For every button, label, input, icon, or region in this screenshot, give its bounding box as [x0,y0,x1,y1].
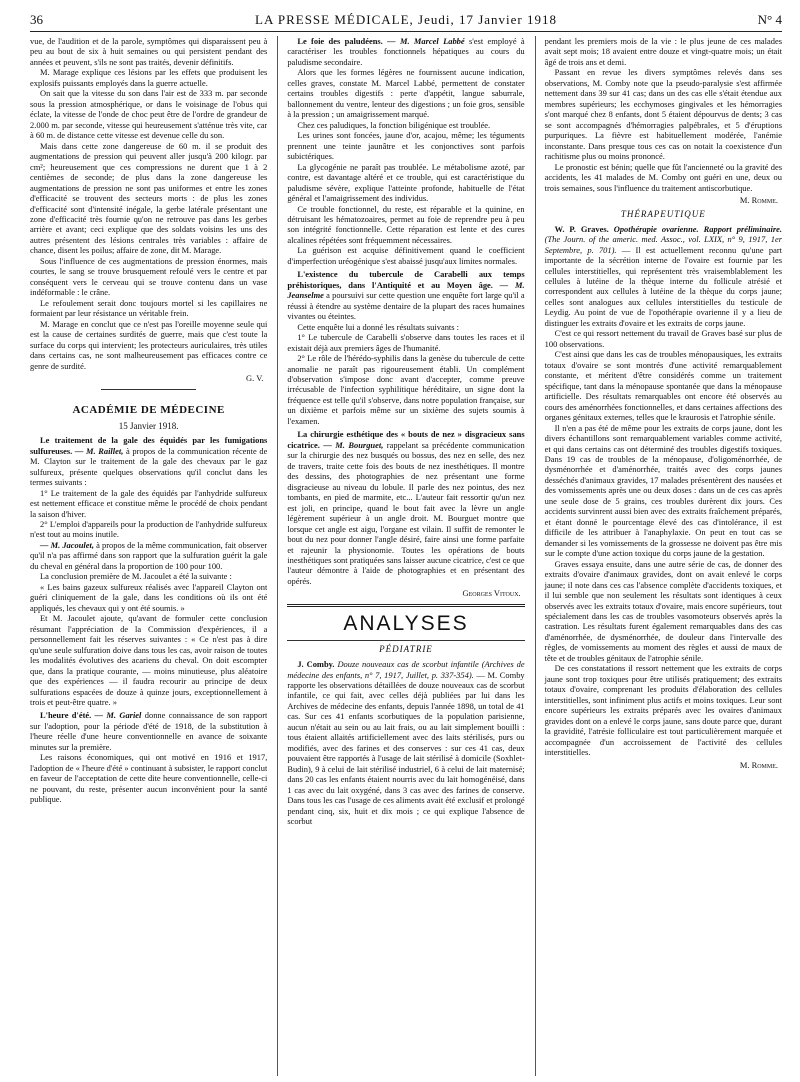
paragraph: La guérison est acquise définitivement quand le coefficient d'imperfection uréogénique s'est abaissé jusqu'aux limites normales. [287,245,525,266]
article [287,36,524,67]
paragraph: Le refoulement serait donc toujours mortel si les capillaires ne formaient par leur résistance un véritable frein. [30,297,268,319]
analysis-entry [287,659,524,827]
paragraph: Graves essaya ensuite, dans une autre série de cas, de donner des extraits d'ovaire d'animaux gravides, dont on avait enlevé le corps jaune; il note dans ces cas l'absence complète d'accidents toxiques, et il lui semble que non seulement les résultats sont identiques à ceux observés avec les extraits totaux d'ovaire, mais encore supérieurs, tout spécialement dans les cas de troubles vasomoteurs observés après la castration. Les résultats furent également remarquables dans des cas d'aménorrhée, de dysménorrhée, de douleur dans l'intervalle des règles, de vomissements au moment des règles et aussi de maux de tête et de troubles génitaux de l'atrophie sénile. [544,558,782,663]
running-head [30,12,782,32]
paragraph: Alors que les formes légères ne fournissent aucune indication, celles graves, constate M. Marcel Labbé, permettent de constater certains troubles digestifs : perte d'appétit, langue saburrale, ballonnement du ventre, lenteur des digestions ; un foie gros, sensible à la pression ; un amaigrissement marqué. [287,67,525,120]
analysis-text: — M. Comby rapporte les observations détaillées de douze nouveaux cas de scorbut infantile, ce qui fait, avec celles déjà publiées par lui dans les Archives de médecine des enfants, depuis l'année 1898, un total de 41 cas. Sur ces 41 enfants scorbutiques de la population parisienne, aucun n'était au sein ou au lait frais, ou au lait simplement bouilli : tous étaient allaités artificiellement avec des laits stérilisés, purs ou modifiés, avec des farines et des conserves : sur ces 41 cas, deux pouvaient être rapportés à l'usage de lait stérilisé à domicile (Soxhlet-Budin), 9 à celui de lait stérilisé industriel, 6 à celui de lait maternisé; dans 20 cas les enfants étaient nourris avec du lait homogénéisé, dans 1 cas avec du lait oxygéné, dans 3 cas avec des farines de conserve. Dans tous les cas l'usage de ces aliments avait été exclusif et prolongé pendant cinq, six, huit et dix mois ; ce qui explique l'absence de scorbut [287,669,525,827]
paragraph: Cette enquête lui a donné les résultats suivants : [297,321,460,332]
paragraph: Et M. Jacoulet ajoute, qu'avant de formuler cette conclusion résumant l'appréciation de la Commission d'expériences, il a personnellement fait les réserves suivantes : « Ce n'est pas à dire qu'une seule sulfuration doive dans tous les cas, avoir raison de toutes les modalités évolutives des acariens du cheval. On doit escompter que, dans la pratique courante, — moins minutieuse, plus aléatoire que des expériences — il faudra recourir au principe de deux sulfurations espacées de douze à quinze jours, exceptionnellement à trois et peut-être quatre. » [30,613,268,707]
article-title: Le traitement de la gale des équidés par les fumigations sulfureuses. [30,435,268,456]
subsection-title: PÉDIATRIE [379,643,433,654]
quote: « Les bains gazeux sulfureux réalisés avec l'appareil Clayton ont guéri cliniquement de la gale, dans les conditions où ils ont été appliqués, les chevaux qui y ont été soumis. » [30,581,268,613]
article [30,710,267,752]
paragraph: 1° Le tubercule de Carabelli s'observe dans toutes les races et il existait déjà aux premiers âges de l'humanité. [287,332,525,353]
analysis-title: Douze nouveaux cas de scorbut infantile [337,659,479,670]
signature: M. Romme. [739,195,778,206]
paragraph: C'est ce qui ressort nettement du travail de Graves basé sur plus de 100 observations. [544,328,782,349]
analysis-entry [545,224,782,329]
article-text: a poursuivi sur cette question une enquête fort large qu'il a réussi à étendre au système dentaire de la plupart des races humaines vivantes ou éteintes. [287,290,525,322]
paragraph: 2° L'emploi d'appareils pour la production de l'anhydride sulfureux n'est tout au moins inutile. [30,519,268,540]
article-text: rappelant sa précédente communication sur la chirurgie des nez busqués ou bossus, des nez en selle, des nez de travers, traite cette fois des bouts de nez inesthétiques. Il montre des dessins, des photographies de nez présentant une forme disgracieuse au niveau du lobule. Il parle des nez pointus, des nez tombants, en pied de marmite, etc... L'auteur fait ressortir qu'un nez est joli, en principe, quand le bout fait avec la lèvre un angle légèrement supérieur à un angle droit. M. Bourguet montre que lorsque cet angle est aigu, l'organe est vilain. Il suffit de remonter le bout du nez pour donner l'angle désiré, faire ainsi une forme parfaite et rajeunir la physionomie. Toutes les opérations de bouts inesthétiques sont pratiquées sans laisser aucune cicatrice, c'est ce que l'auteur démontre à l'aide de photographies et en présentant des opérés. [287,439,525,586]
paragraph: La glycogénie ne paraît pas troublée. Le métabolisme azoté, par contre, est davantage altéré et ce trouble, qui est caractéristique du paludisme sévère, explique l'atteinte profonde, habituelle de l'état général et l'amaigrissement des individus. [287,161,525,204]
article [287,429,524,586]
paragraph: Le pronostic est bénin; quelle que fût l'ancienneté ou la gravité des accidents, les 41 malades de M. Comby ont guéri en une, deux ou trois semaines, sous l'influence du traitement antiscorbutique. [544,161,782,193]
paragraph: M. Marage explique ces lésions par les effets que produisent les explosifs puissants employés dans la guerre actuelle. [30,67,268,88]
analysis-author: W. P. Graves. [554,223,609,234]
columns [30,36,782,1076]
article-text: à propos de la communication récente de M. Clayton sur le traitement de la gale des chevaux par le gaz sulfureux, présente quelques observations qu'il conclut dans les termes suivants : [30,445,268,488]
analysis-author: J. Comby. [297,659,335,670]
paragraph: Les raisons économiques, qui ont motivé en 1916 et 1917, l'adoption de « l'heure d'été » continuant à subsister, le rapport conclut en faveur de l'acceptation de cette dite heure conventionnelle, celle-ci ne pouvant, du reste, présenter aucun inconvénient pour la santé publique. [30,752,268,805]
paragraph: M. Marage en conclut que ce n'est pas l'oreille moyenne seule qui est la cause de certaines surdités de guerre, mais que c'est toute la surface du corps qui intervient; les protecteurs auriculaires, très utiles dans certains cas, ne sont malheureusement pas efficaces contre ce genre de surdité. [30,318,268,371]
analyses-title: ANALYSES [343,611,469,635]
article-author: — M. Jacoulet, [40,539,94,550]
article-title: Le foie des paludéens. [297,36,383,46]
article-author: — M. Bourguet, [323,439,384,450]
analysis-text: — Il est actuellement reconnu qu'une part importante de la sécrétion interne de l'ovaire est fournie par les cellules interstitielles, qui représentent très vraisemblablement les cellules à lutéine de la thèque interne du follicule atrésié et correspondent aux cellules à lutéine de la thèque du corps jaune; celles sont analogues aux cellules interstitielles du testicule de Leydig. Au point de vue de l'opothérapie ovarienne il y a lieu de distinguer les extraits d'ovaire et les extraits de corps jaune. [544,244,782,328]
article-author: — M. Jeanselme [287,279,525,301]
analysis-title: Opothérapie ovarienne. Rapport préliminaire. [613,223,782,234]
article-text: à propos de la même communication, fait observer qu'il n'a pas affirmé dans son rapport que la sulfuration guérit la gale du cheval en général dans la proportion de 100 pour 100. [30,539,268,571]
paragraph: Il n'en a pas été de même pour les extraits de corps jaune, dont les divers échantillons sont remarquablement variables comme activité, et qui dans certains cas ont déterminé des troubles digestifs toxiques. Dans 19 cas de troubles de la ménopause, d'oligoménorrhée, de dysménorrhée et d'aménorrhée, traités avec des corps jaunes desséchés d'animaux gravides, 17 malades présentèrent des nausées et des vomissements après une ou deux doses : dans un de ces cas après une seule dose de 5 grains, ces troubles durèrent dix jours. Ces accidents survinrent aussi bien avec des extraits fraîchement préparés, et étant donné le pourcentage élevé des cas d'intolérance, il est difficile de les attribuer à l'anaphylaxie. On peut en tout cas se demander si les vomissements de la grossesse ne doivent pas être mis sur le compte d'une action toxique du corps jaune de la gestation. [544,422,782,559]
paragraph: La conclusion première de M. Jacoulet a été la suivante : [40,571,232,582]
paragraph: Sous l'influence de ces augmentations de pression énormes, mais courtes, le sang se trouve brusquement refoulé vers le centre et par conséquent vers le cerveau qui se trouve contenu dans un vase indéformable : le crâne. [30,255,268,298]
section-date: 15 Janvier 1918. [118,421,179,432]
signature: M. Romme. [739,759,778,770]
column-left [30,36,267,1076]
analysis-reference: (The Journ. of the americ. med. Assoc., vol. LXIX, n° 9, 1917, 1er Septembre, p. 701). [544,234,782,255]
column-right [535,36,782,1076]
paragraph: C'est ainsi que dans les cas de troubles ménopausiques, les extraits totaux d'ovaire se sont montrés d'une activité remarquablement constante, et méritent d'être considérés comme un traitement spécifique, tant dans la ménopause spontanée que dans la ménopause artificielle. Des résultats remarquables ont encore été observés au cours des aménorrhées fonctionnelles, et dans certaines affections des organes génitaux externes, telles que le kraurosis et l'atrophie sénile. [544,349,782,423]
article-title: La chirurgie esthétique des « bouts de nez » disgracieux sans cicatrice. [287,429,525,450]
article-text: s'est employé à caractériser les troubles fonctionnels hépatiques au cours du paludisme secondaire. [287,36,525,67]
article-author: — M. Marcel Labbé [387,36,465,46]
column-middle [277,36,524,1076]
article [287,269,524,321]
subsection-title: THÉRAPEUTIQUE [620,208,706,219]
paragraph: 2° Le rôle de l'hérédo-syphilis dans la genèse du tubercule de cette anomalie ne paraît pas rigoureusement établi. Un complément d'observation s'impose donc avant d'accepter, comme preuve irrécusable de l'infection syphilitique héréditaire, un signe dont la fréquence est telle qu'il s'observe, dans notre population française, sur un dixième et parfois même sur un sixième des sujets soumis à l'examen. [287,353,525,426]
rule [287,640,524,641]
article [30,435,267,487]
paragraph: Chez ces paludiques, la fonction biligénique est troublée. [297,119,491,130]
paragraph: De ces constatations il ressort nettement que les extraits de corps jaune sont trop toxiques pour être utilisés pratiquement; des extraits totaux d'ovaire, comprenant les produits d'élaboration des cellules interstitielles, sont infiniment plus actifs et moins toxiques. Leur sont encore supérieurs les extraits préparés avec les ovaires d'animaux gravides dont on a enlevé le corps jaune, sans doute parce que, durant la gravidité, l'atrésie folliculaire est tout particulièrement marquée et accompagnée d'un accroissement de l'activité des cellules interstitielles. [544,663,782,758]
article-title: L'heure d'été. [40,710,92,721]
paragraph: vue, de l'audition et de la parole, symptômes qui disparaissent peu à peu au bout de six à huit semaines ou qui persistent pendant des années et peuvent, s'ils ne sont pas traités, devenir définitifs. [30,36,268,67]
article-text: donne connaissance de son rapport sur l'adoption, pour la période d'été de 1918, de la substitution à l'heure réelle d'une heure conventionnelle en avance de soixante minutes sur la première. [30,710,268,752]
paragraph: Passant en revue les divers symptômes relevés dans ses observations, M. Comby note que la pseudo-paralysie s'est affirmée nettement dans 39 sur 41 cas; dans un des cas elle s'était étendue aux membres supérieurs; les ecchymoses gingivales et les hémorragies s'ont marqué chez 8 enfants, dont 5 étaient dépourvus de dents; 3 cas se sont accompagnés d'hémorragies palpébrales, et 5 d'éruptions purpuriques. La fièvre est habituellement modérée, l'anémie inconstante. Dans presque tous ces cas on notait la coexistence d'un rachitisme plus ou moins prononcé. [544,67,782,162]
paragraph: Ce trouble fonctionnel, du reste, est réparable et la quinine, en détruisant les hématozoaires, permet au foie de reprendre peu à peu son intégrité fonctionnelle. Cette réparation est lente et des cures alcalines répétées sont fréquemment nécessaires. [287,203,525,245]
paragraph: pendant les premiers mois de la vie : le plus jeune de ces malades avait sept mois; 18 avaient entre douze et vingt-quatre mois; un était âgé de trois ans et demi. [544,36,782,67]
article-author: — M. Gariel [94,710,142,721]
paragraph: Mais dans cette zone dangereuse de 60 m. il se produit des augmentations de pression qui peuvent aller jusqu'à 200 kilogr. par cm²; heureusement que ces compressions ne durent que 1 à 2 centièmes de seconde; de plus dans la zone dangereuse les augmentations de pression ne sont pas uniformes et entre les zones d'efficacité se trouvent des secteurs morts : de plus les zones d'efficacité sont d'intensité inégale, la gerbe latérale présentant une zone d'efficacité très fournie qu'on ne retrouve pas dans les gerbes arrière et avant; ceci explique que des soldats voisins les uns des autres présentent des lésions centrales très variables : affaire de chance, disent les poilus; affaire de zone, dit M. Marage. [30,140,268,256]
paragraph: Les urines sont foncées, jaune d'or, acajou, même; les téguments prennent une teinte jaunâtre et les conjonctives sont parfois subictériques. [287,130,525,162]
paragraph: 1° Le traitement de la gale des équidés par l'anhydride sulfureux est nettement efficace et constitue même le procédé de choix pendant la saison d'hiver. [30,487,268,519]
article-author: — M. Raillet, [74,445,124,456]
article-title: L'existence du tubercule de Carabelli aux temps préhistoriques, dans l'Antiquité et au Moyen âge. [287,269,525,290]
issue-number: N° 4 [757,12,782,27]
page-number: 36 [30,12,43,27]
signature: G. V. [246,373,264,383]
double-rule [287,604,524,607]
signature: Georges Vitoux. [462,588,521,599]
paragraph: On sait que la vitesse du son dans l'air est de 333 m. par seconde sous la pression atmosphérique, or dans le voisinage de l'obus qui éclate, la vitesse de l'onde de choc peut être de l'ordre de grandeur de 2.000 m. par seconde, vitesse qui heureusement s'atténue très vite, car à 60 m. de distance cette vitesse est devenue celle du son. [30,88,268,141]
section-title: ACADÉMIE DE MÉDECINE [72,404,225,417]
paragraph [30,540,267,571]
journal-title: LA PRESSE MÉDICALE, Jeudi, 17 Janvier 1918 [255,12,557,27]
separator [101,389,196,390]
analysis-reference: (Archives de médecine des enfants, n° 7, 1917, Juillet, p. 337-354). [287,659,525,680]
